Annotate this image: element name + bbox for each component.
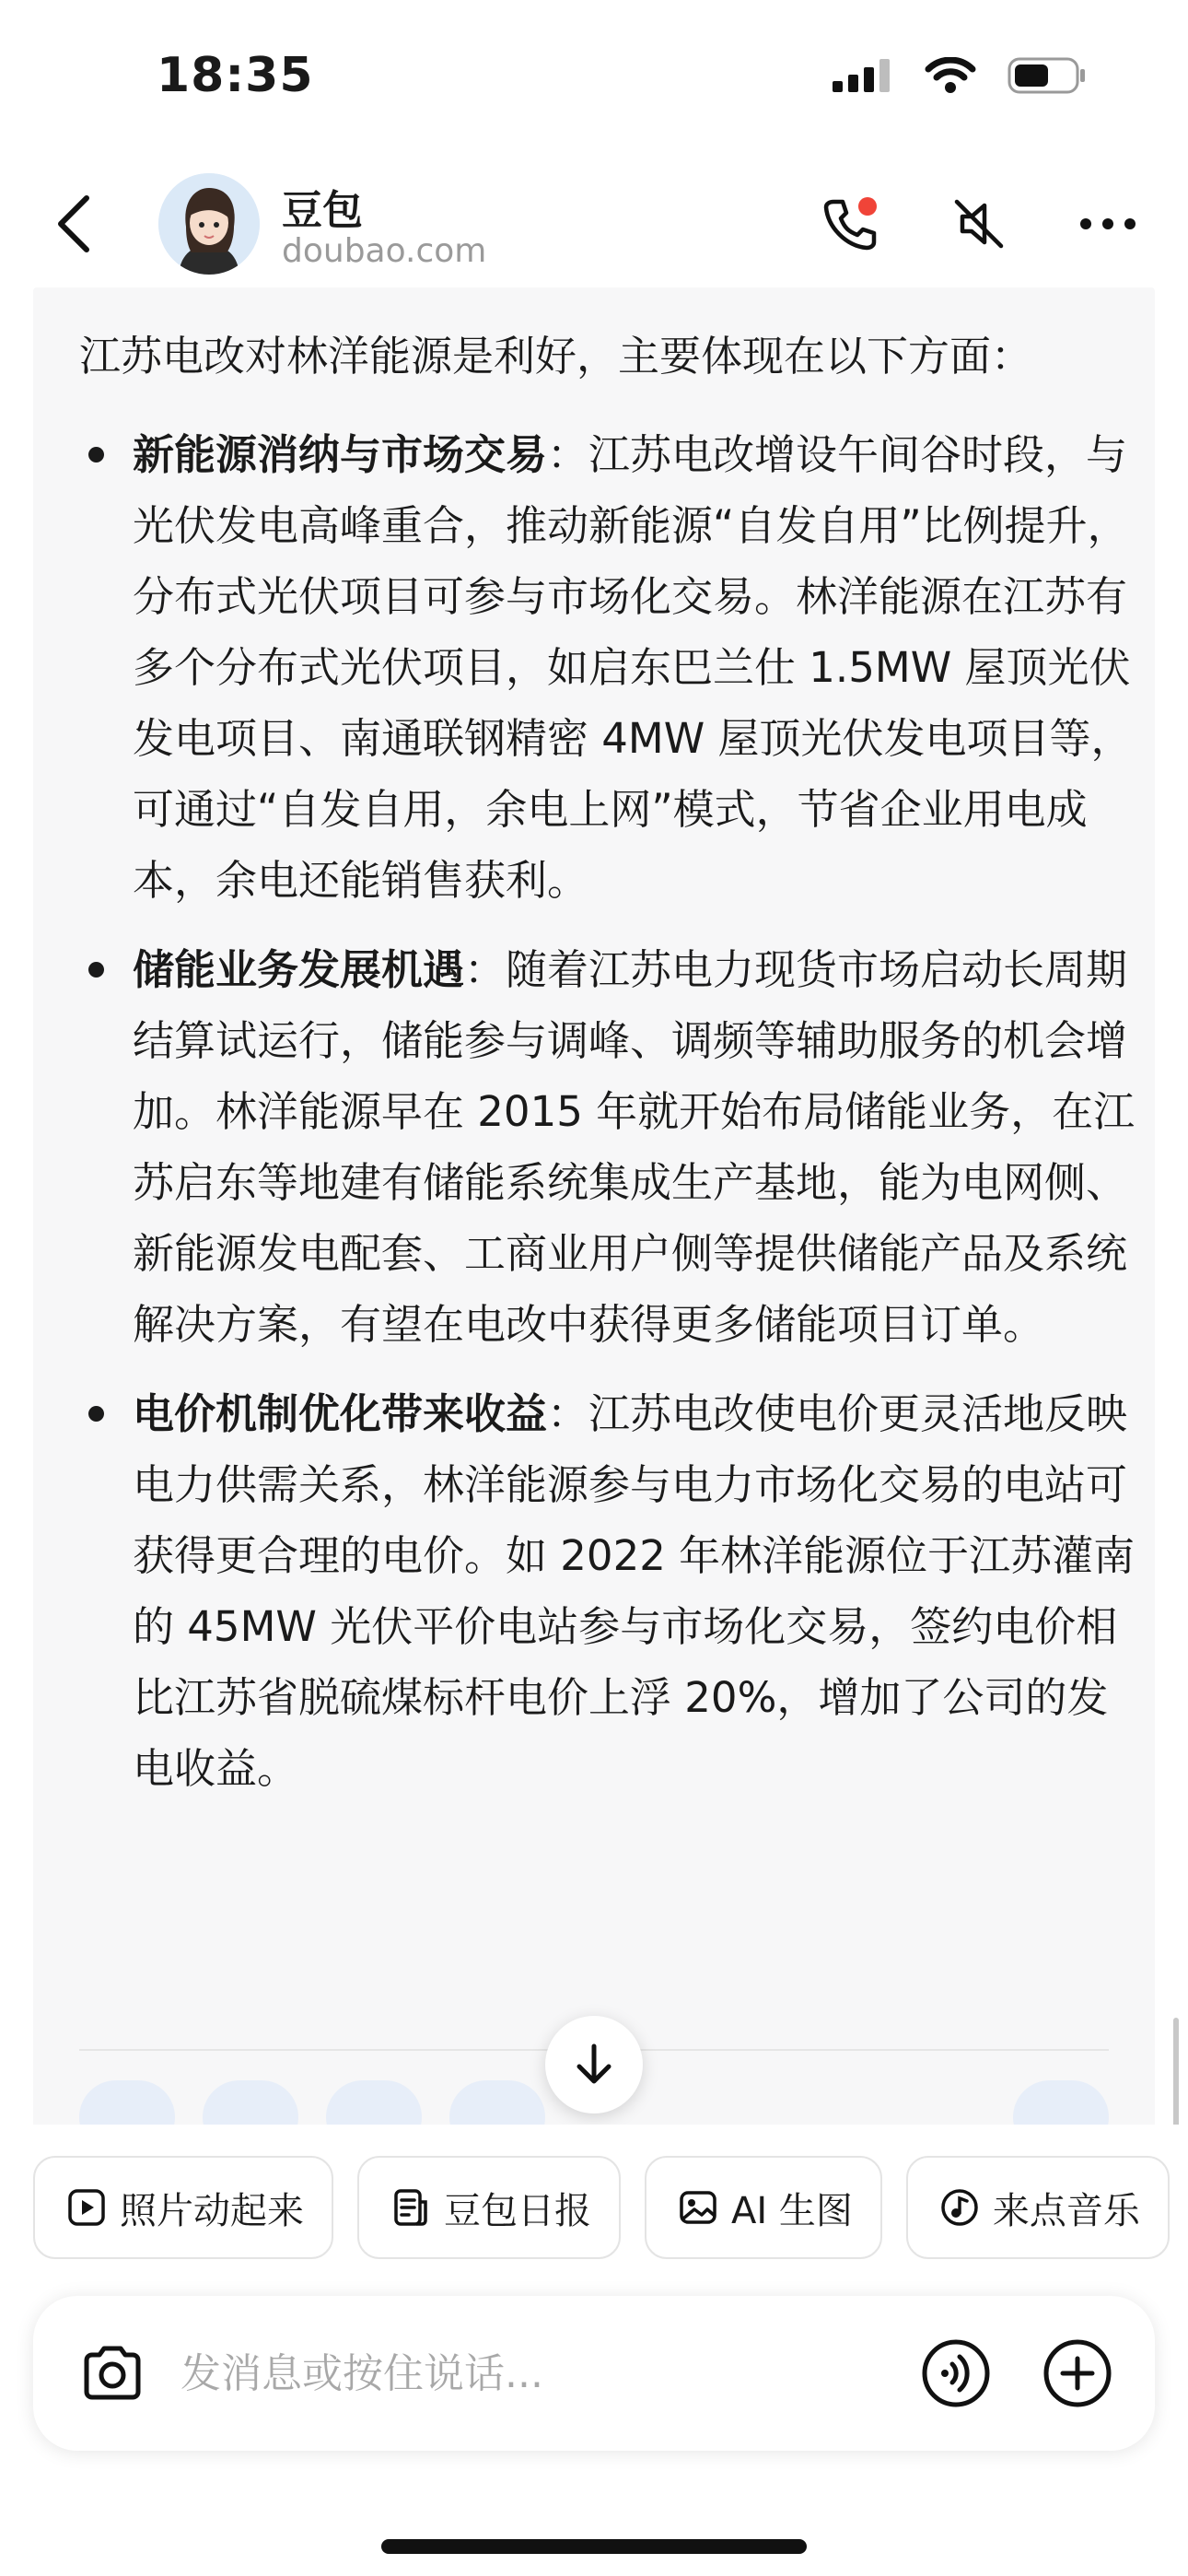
- status-icons: [833, 57, 1087, 94]
- bullet-body: ：江苏电改增设午间谷时段，与光伏发电高峰重合，推动新能源“自发自用”比例提升，分布式光伏项目可参与市场化交易。林洋能源在江苏有多个分布式光伏项目，如启东巴兰仕 1.5MW 屋顶光伏发电项目、南通联钢精密 4MW 屋顶光伏发电项目等，可通过“自发自用，余电上网”模式，节省企业用电成本，余电还能销售获利。: [133, 430, 1133, 905]
- bot-name: 豆包: [282, 187, 363, 234]
- bullet-title: 电价机制优化带来收益: [133, 1389, 548, 1438]
- chip-animate-photo[interactable]: [33, 2156, 333, 2259]
- avatar-girl-icon: [158, 173, 260, 275]
- search-button[interactable]: [326, 2080, 422, 2130]
- home-indicator[interactable]: [381, 2539, 807, 2554]
- wifi-icon: [925, 57, 976, 94]
- copy-button[interactable]: [79, 2080, 175, 2130]
- bot-avatar[interactable]: [158, 173, 260, 275]
- chip-daily-report[interactable]: [357, 2156, 621, 2259]
- voice-call-button[interactable]: [919, 2336, 993, 2410]
- bullet-body: ：江苏电改使电价更灵活地反映电力供需关系，林洋能源参与电力市场化交易的电站可获得更合理的电价。如 2022 年林洋能源位于江苏灌南的 45MW 光伏平价电站参与市场化交易，签约电价相比江苏省脱硫煤标杆电价上浮 20%，增加了公司的发电收益。: [133, 1389, 1136, 1793]
- assistant-message-card: [33, 287, 1155, 2130]
- chat-header: [0, 166, 1188, 286]
- chip-label: AI 生图: [731, 2189, 853, 2232]
- mute-button[interactable]: [947, 192, 1011, 256]
- message-input[interactable]: [181, 2336, 880, 2410]
- call-button[interactable]: [818, 192, 882, 256]
- battery-icon: [1007, 57, 1087, 94]
- back-icon: [55, 194, 92, 253]
- message-intro: 江苏电改对林洋能源是利好，主要体现在以下方面：: [79, 332, 1033, 381]
- bullet-body: ：随着江苏电力现货市场启动长周期结算试运行，储能参与调峰、调频等辅助服务的机会增加。林洋能源早在 2015 年就开始布局储能业务，在江苏启东等地建有储能系统集成生产基地，能为电网侧、新能源发电配套、工商业用户侧等提供储能产品及系统解决方案，有望在电改中获得更多储能项目订单。: [133, 945, 1136, 1349]
- camera-icon: [79, 2344, 146, 2403]
- bot-domain: doubao.com: [282, 232, 487, 270]
- chip-ai-image[interactable]: [645, 2156, 882, 2259]
- header-actions: [818, 192, 1140, 256]
- image-icon: [678, 2187, 718, 2228]
- chip-music[interactable]: [906, 2156, 1170, 2259]
- status-time: 18:35: [157, 48, 314, 103]
- more-button[interactable]: [1076, 192, 1140, 256]
- plus-circle-icon: [1042, 2338, 1112, 2408]
- share-button[interactable]: [449, 2080, 545, 2130]
- add-button[interactable]: [1041, 2336, 1114, 2410]
- arrow-down-icon: [574, 2043, 614, 2087]
- chip-label: 来点音乐: [992, 2189, 1140, 2232]
- message-input-bar: [33, 2296, 1155, 2451]
- chip-label: 照片动起来: [120, 2189, 304, 2232]
- bullet-title: 储能业务发展机遇: [133, 945, 465, 994]
- message-bullet: [79, 419, 1138, 916]
- status-bar: [0, 0, 1188, 157]
- mute-speaker-icon: [949, 194, 1008, 253]
- bottom-panel: [0, 2125, 1188, 2576]
- more-icon: [1078, 217, 1137, 231]
- quick-chips: [33, 2156, 1170, 2259]
- notification-dot: [858, 197, 877, 216]
- daily-report-icon: [390, 2187, 431, 2228]
- camera-button[interactable]: [76, 2336, 149, 2410]
- regenerate-button[interactable]: [1013, 2080, 1109, 2130]
- chip-label: 豆包日报: [444, 2189, 591, 2232]
- scroll-to-bottom-button[interactable]: [545, 2016, 643, 2113]
- voice-wave-icon: [921, 2338, 991, 2408]
- message-body: [79, 321, 1138, 1822]
- message-bullet-list: [79, 419, 1138, 1804]
- music-icon: [939, 2187, 980, 2228]
- back-button[interactable]: [46, 192, 101, 256]
- read-aloud-button[interactable]: [203, 2080, 298, 2130]
- play-photo-icon: [66, 2187, 107, 2228]
- message-bullet: [79, 934, 1138, 1360]
- cellular-signal-icon: [833, 59, 893, 92]
- message-bullet: [79, 1378, 1138, 1804]
- bullet-title: 新能源消纳与市场交易: [133, 430, 548, 479]
